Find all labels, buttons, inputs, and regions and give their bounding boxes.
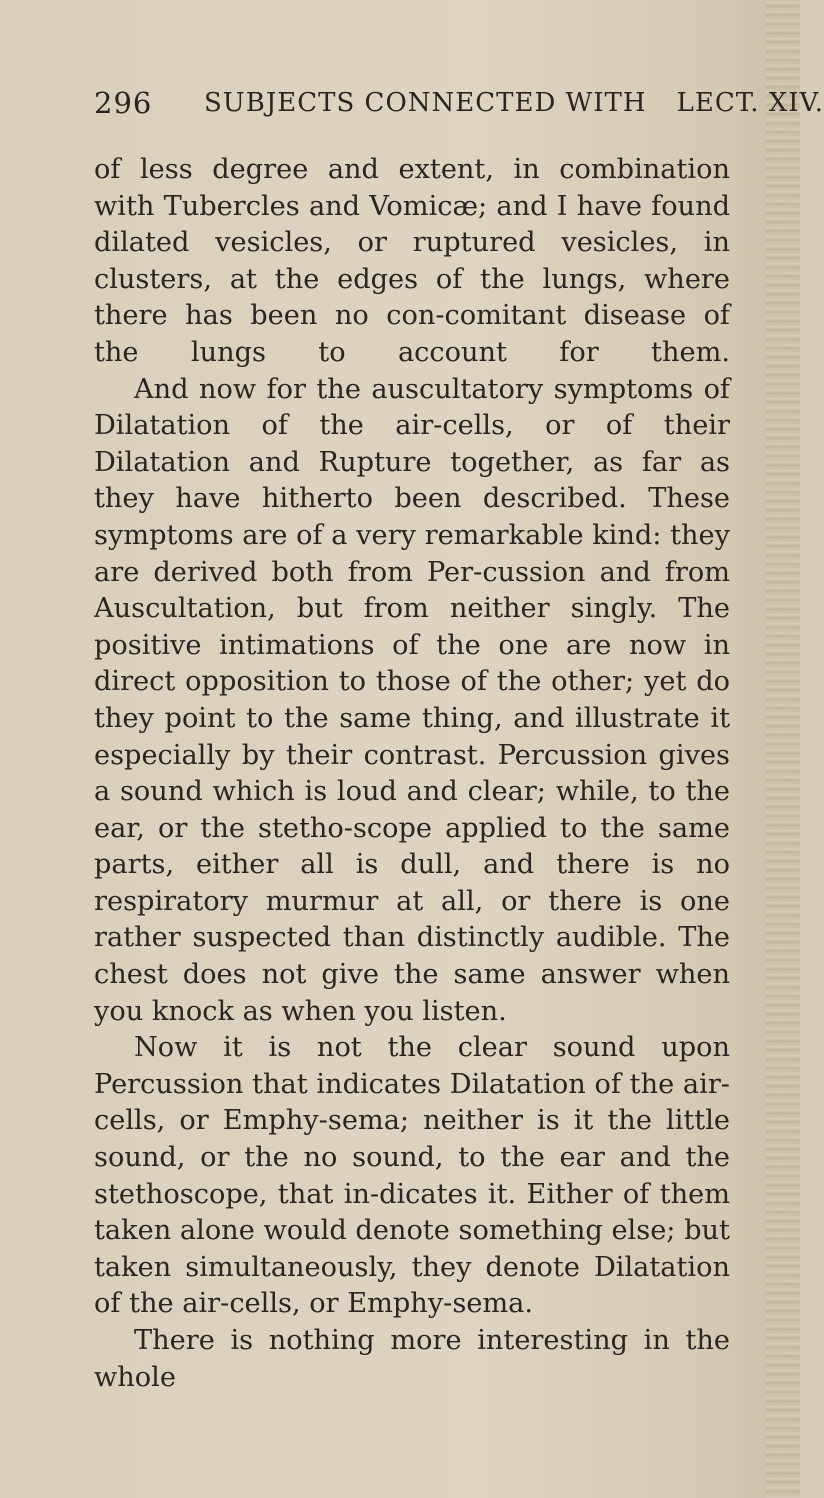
running-title-text: SUBJECTS CONNECTED WITH: [204, 88, 647, 118]
paragraph-4: There is nothing more interesting in the whole: [94, 1325, 730, 1393]
page-header: [94, 86, 824, 126]
paragraph-1: of less degree and extent, in combination with Tubercles and Vomicæ; and I have found dilated vesicles, or ruptured vesicles, in clusters, at the edges of the lungs, where there has been no con-comitant disease of the lungs to account for them.: [94, 154, 730, 368]
lecture-number: LECT. XIV.: [676, 88, 824, 118]
paragraph-2: And now for the auscultatory symptoms of Dilatation of the air-cells, or of their Dilatation and Rupture together, as far as they have hitherto been described. These symptoms are of a very remarkable kind: they are derived both from Per-cussion and from Auscultation, but from neither singly. The positive intimations of the one are now in direct opposition to those of the other; yet do they point to the same thing, and illustrate it especially by their contrast. Percussion gives a sound which is loud and clear; while, to the ear, or the stetho-scope applied to the same parts, either all is dull, and there is no respiratory murmur at all, or there is one rather suspected than distinctly audible. The chest does not give the same answer when you knock as when you listen.: [94, 373, 730, 1027]
body-text: [94, 152, 730, 1396]
running-title: [204, 88, 824, 118]
page-edge: [766, 0, 800, 1498]
page-number: 296: [94, 86, 153, 120]
paragraph-3: Now it is not the clear sound upon Percussion that indicates Dilatation of the air-cells, or Emphy-sema; neither is it the little sound, or the no sound, to the ear and the stethoscope, that in-dicates it. Either of them taken alone would denote something else; but taken simultaneously, they denote Dilatation of the air-cells, or Emphy-sema.: [94, 1032, 730, 1320]
